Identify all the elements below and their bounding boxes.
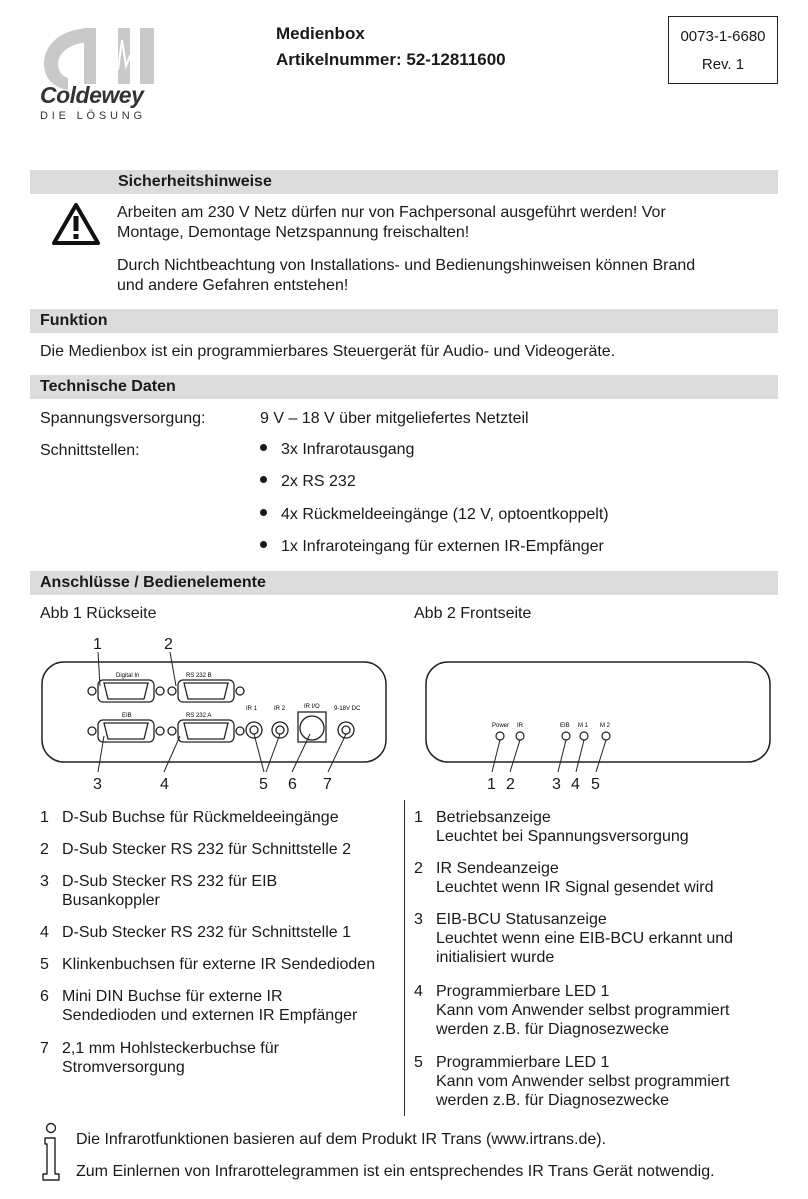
safety-text-1-line-2: Montage, Demontage Netzspannung freischalten! [117, 224, 470, 241]
dsub-rs232a [168, 720, 244, 742]
power-label: Spannungsversorgung: [40, 410, 206, 427]
label-m2: M 2 [600, 723, 611, 729]
front-callout: 5 [591, 776, 600, 793]
rear-panel-diagram [40, 630, 392, 794]
front-callout: 1 [487, 776, 496, 793]
document-id-box [668, 16, 778, 84]
label-m1: M 1 [578, 723, 589, 729]
dsub-eib [88, 720, 164, 742]
rear-callout: 5 [259, 776, 268, 793]
safety-text-2-line-2: und andere Gefahren entstehen! [117, 277, 349, 294]
rear-callout: 7 [323, 776, 332, 793]
rear-callout: 4 [160, 776, 169, 793]
dsub-rs232b [168, 680, 244, 702]
label-digital-in: Digital In [116, 673, 140, 679]
safety-text-1-line-1: Arbeiten am 230 V Netz dürfen nur von Fachpersonal ausgeführt werden! Vor [117, 204, 666, 221]
revision-label: Rev. 1 [701, 56, 745, 73]
rear-callout: 2 [164, 636, 173, 653]
note-1: Die Infrarotfunktionen basieren auf dem Produkt IR Trans (www.irtrans.de). [76, 1131, 607, 1148]
label-rs232a: RS 232 A [186, 713, 212, 719]
function-heading: Funktion [30, 309, 778, 333]
rear-callout: 3 [93, 776, 102, 793]
safety-text-2-line-1: Durch Nichtbeachtung von Installations- und Bedienungshinweisen können Brand [117, 257, 696, 274]
front-callout: 3 [552, 776, 561, 793]
info-icon [38, 1122, 64, 1184]
label-ir-led: IR [517, 723, 523, 729]
interface-item: 4x Rückmeldeeingänge (12 V, optoentkoppelt) [260, 506, 609, 524]
label-power: Power [492, 723, 510, 729]
specs-heading: Technische Daten [30, 375, 778, 399]
function-text: Die Medienbox ist ein programmierbares Steuergerät für Audio- und Videogeräte. [40, 343, 616, 360]
power-value: 9 V – 18 V über mitgeliefertes Netzteil [260, 410, 529, 427]
rear-callout: 1 [93, 636, 102, 653]
document-title: Medienbox [276, 24, 365, 43]
note-2: Zum Einlernen von Infrarottelegrammen ist ein entsprechendes IR Trans Gerät notwendig. [76, 1163, 715, 1180]
logo-wordmark: Coldewey [40, 82, 144, 108]
interfaces-label: Schnittstellen: [40, 442, 140, 459]
article-number: Artikelnummer: 52-12811600 [276, 50, 506, 69]
front-panel-diagram [420, 656, 776, 774]
column-divider [404, 800, 405, 1116]
front-callout: 2 [506, 776, 515, 793]
front-callout: 4 [571, 776, 580, 793]
interface-item: 1x Infraroteingang für externen IR-Empfänger [260, 538, 604, 556]
figure-1-caption: Abb 1 Rückseite [40, 605, 157, 622]
label-irio: IR I/O [304, 704, 320, 710]
interface-item: 3x Infrarotausgang [260, 441, 414, 459]
label-eib-led: EIB [560, 723, 570, 729]
figure-2-caption: Abb 2 Frontseite [414, 605, 532, 622]
label-ir1: IR 1 [246, 706, 258, 712]
label-ir2: IR 2 [274, 706, 286, 712]
connections-heading: Anschlüsse / Bedienelemente [30, 571, 778, 595]
logo-tagline: DIE LÖSUNG [40, 110, 146, 122]
label-rs232b: RS 232 B [186, 673, 212, 679]
rear-callout: 6 [288, 776, 297, 793]
label-dc: 9-18V DC [334, 706, 361, 712]
document-number: 0073-1-6680 [680, 28, 766, 45]
safety-heading: Sicherheitshinweise [30, 170, 778, 194]
warning-triangle-icon [52, 202, 100, 246]
interface-item: 2x RS 232 [260, 473, 356, 491]
label-eib: EIB [122, 713, 132, 719]
